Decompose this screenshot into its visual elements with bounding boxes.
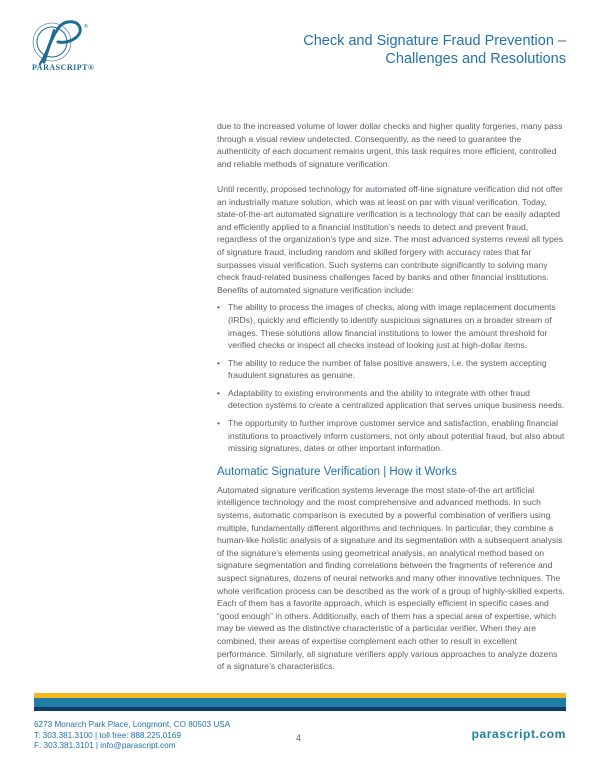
main-content [217,120,565,685]
list-item: • The opportunity to further improve customer service and satisfaction, enabling financial institutions to proactively inform customers, not only about potential fraud, but also about missing signatures, dates or other important information. [217,417,565,455]
list-item: • Adaptability to existing environments and the ability to integrate with other fraud detection systems to create a centralized application that serves unique business needs. [217,387,565,412]
benefits-list [217,301,565,455]
footer-website-link[interactable]: parascript.com [471,727,566,741]
list-item: • The ability to reduce the number of false positive answers, i.e. the system accepting fraudulent signatures as genuine. [217,357,565,382]
document-title [303,32,566,68]
paragraph-3: Automated signature verification systems leverage the most state-of-the art artificial intelligence technology and the most comprehensive and advanced methods. In such systems, automatic comparison is executed by a powerful combination of verifiers using multiple, fundamentally different algorithms and techniques. In particular, they combine a human-like holistic analysis of a signature and its segmentation with a subsequent analysis of the signature’s elements using geometrical analysis, an analytical method based on signature segmentation and finding correlations between the fragments of reference and suspect signatures, dozens of neural networks and many other innovative techniques. The whole verification process can be described as the work of a group of highly-skilled experts. Each of them has a favorite approach, which is especially efficient in specific cases and “good enough” in others. Additionally, each of them has a special area of expertise, which may be viewed as the distinctive characteristic of a particular verifier. When they are combined, their areas of expertise complement each other to result in excellent performance. Similarly, all signature verifiers apply various approaches to analyze dozens of a signature’s characteristics. [217,484,565,672]
document-title-line-1: Check and Signature Fraud Prevention – [303,33,566,49]
paragraph-1: due to the increased volume of lower dollar checks and higher quality forgeries, many pass through a visual review undetected. Consequently, as the need to guarantee the authenticity of each document remains urgent, this task requires more efficient, controlled and reliable methods of signature verification. [217,121,563,169]
paragraph-2: Until recently, proposed technology for automated off-line signature verification did not offer an industrially mature solution, which was at least on par with visual verification. Today, state-of-the-art automated signature verification is a technology that can be easily adapted and efficiently applied to a financial institution’s needs to detect and prevent fraud, regardless of the organization’s type and size. The most advanced systems reveal all types of signature fraud, including random and skilled forgery with accuracy rates that far surpasses visual verification. Such systems can contribute significantly to solving many check fraud-related business challenges faced by banks and other financial institutions. Benefits of automated signature verification include: [217,183,564,295]
list-item: • The ability to process the images of checks, along with image replacement documents (IRDs), quickly and efficiently to identify suspicious signatures on a broader stream of images. These solutions allow financial institutions to lower the amount threshold for verified checks or inspect all checks instead of looking just at high-dollar items. [217,301,565,351]
footer-address-line: 6273 Monarch Park Place, Longmont, CO 80503 USA [34,720,231,729]
footer-phone-line: T: 303.381.3100 | toll free: 888.225.0169 [34,730,181,740]
footer-stripe-navy [34,707,566,711]
brand-wordmark: PARASCRIPT® [32,63,95,72]
footer-stripe-teal [34,698,566,707]
footer-contact [34,720,230,752]
page-number: 4 [296,733,302,743]
section-heading: Automatic Signature Verification | How it Works [217,465,457,478]
document-title-line-2: Challenges and Resolutions [385,51,566,67]
svg-text:®: ® [84,24,88,30]
footer-fax-email-line: F: 303.381.3101 | info@parascript.com [34,741,176,750]
